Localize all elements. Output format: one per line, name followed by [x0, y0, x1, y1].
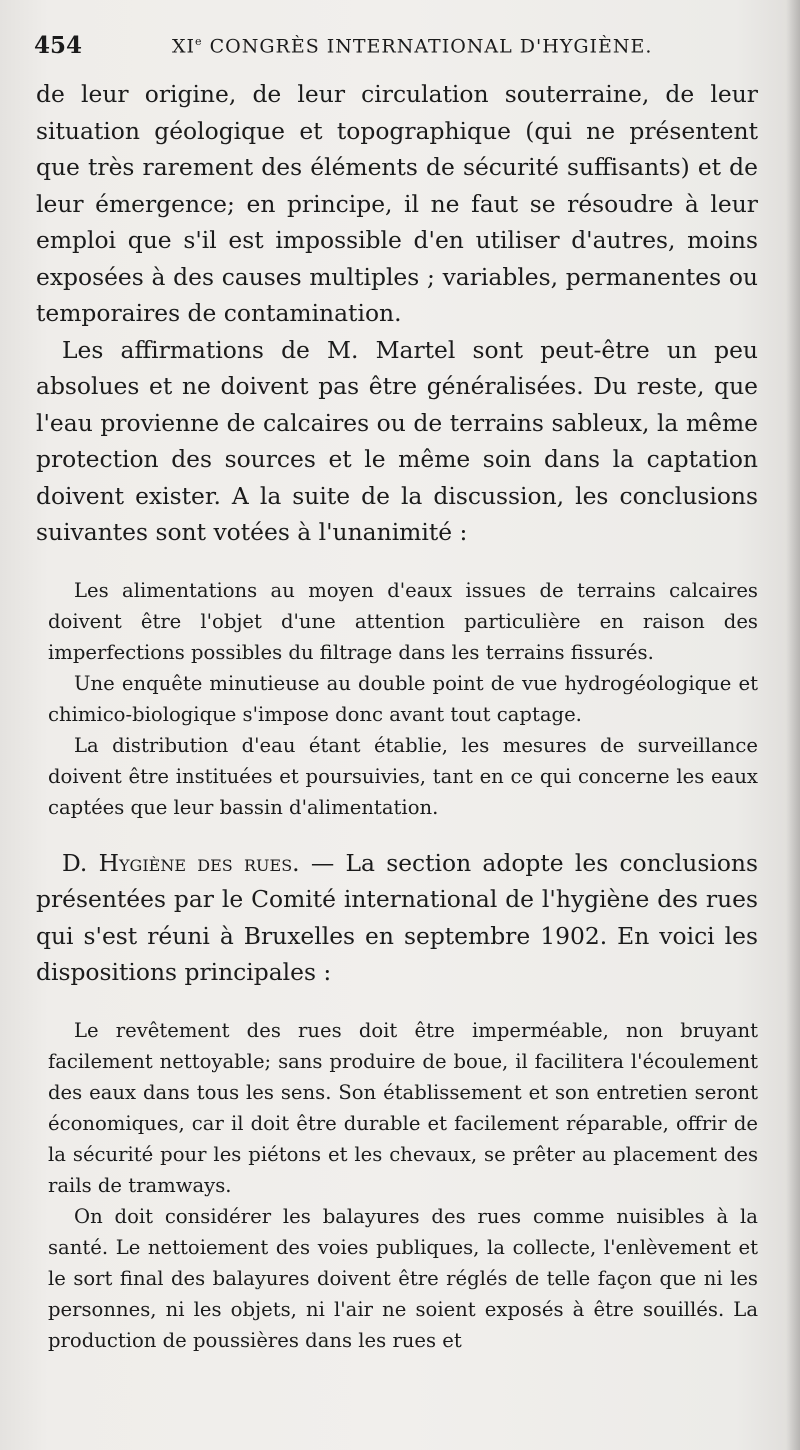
section-d-heading: D. Hygiène des rues.: [62, 848, 300, 877]
running-title-text: CONGRÈS INTERNATIONAL D'HYGIÈNE.: [202, 35, 653, 58]
body-text: [36, 76, 758, 1356]
section-d-paragraph: [36, 845, 758, 991]
paragraph-continuation: de leur origine, de leur circulation souterraine, de leur situation géologique et topographique (qui ne présentent que très rarement des éléments de sécurité suffisants) et de leur émergence; en principe, il ne faut se résoudre à leur emploi que s'il est impossible d'en utiliser d'autres, moins exposées à des causes multiples ; variables, permanentes ou temporaires de contamination.: [36, 80, 758, 327]
conclusion-enquete: Une enquête minutieuse au double point de vue hydrogéologique et chimico-biologique s'impose donc avant tout captage.: [48, 671, 758, 726]
page-header: [34, 32, 774, 62]
disposition-balayures: On doit considérer les balayures des rues comme nuisibles à la santé. Le nettoiement des voies publiques, la collecte, l'enlèvement et le sort final des balayures doivent être réglés de telle façon que ni les personnes, ni les objets, ni l'air ne soient exposés à être souillés. La production de poussières dans les rues et: [48, 1204, 758, 1352]
paragraph-martel: Les affirmations de M. Martel sont peut-être un peu absolues et ne doivent pas être généralisées. Du reste, que l'eau provienne de calcaires ou de terrains sableux, la même protection des sources et le même soin dans la captation doivent exister. A la suite de la discussion, les conclusions suivantes sont votées à l'unanimité :: [36, 335, 758, 546]
section-d-text: — La section adopte les conclusions présentées par le Comité international de l'hygiène des rues qui s'est réuni à Bruxelles en septembre 1902. En voici les dispositions principales :: [36, 848, 758, 986]
page-number: 454: [34, 32, 83, 59]
conclusion-distribution: La distribution d'eau étant établie, les mesures de surveillance doivent être instituées et poursuivies, tant en ce qui concerne les eaux captées que leur bassin d'alimentation.: [48, 733, 758, 819]
conclusion-calcaires: Les alimentations au moyen d'eaux issues de terrains calcaires doivent être l'objet d'une attention particulière en raison des imperfections possibles du filtrage dans les terrains fissurés.: [48, 578, 758, 664]
running-title-roman: XI: [172, 35, 196, 58]
running-title: [172, 35, 652, 57]
disposition-revetement: Le revêtement des rues doit être imperméable, non bruyant facilement nettoyable; sans produire de boue, il facilitera l'écoulement des eaux dans tous les sens. Son établissement et son entretien seront économiques, car il doit être durable et facilement réparable, offrir de la sécurité pour les piétons et les chevaux, se prêter au placement des rails de tramways.: [48, 1018, 758, 1197]
page-edge-shadow: [786, 0, 800, 1450]
running-title-superscript: e: [195, 35, 203, 48]
